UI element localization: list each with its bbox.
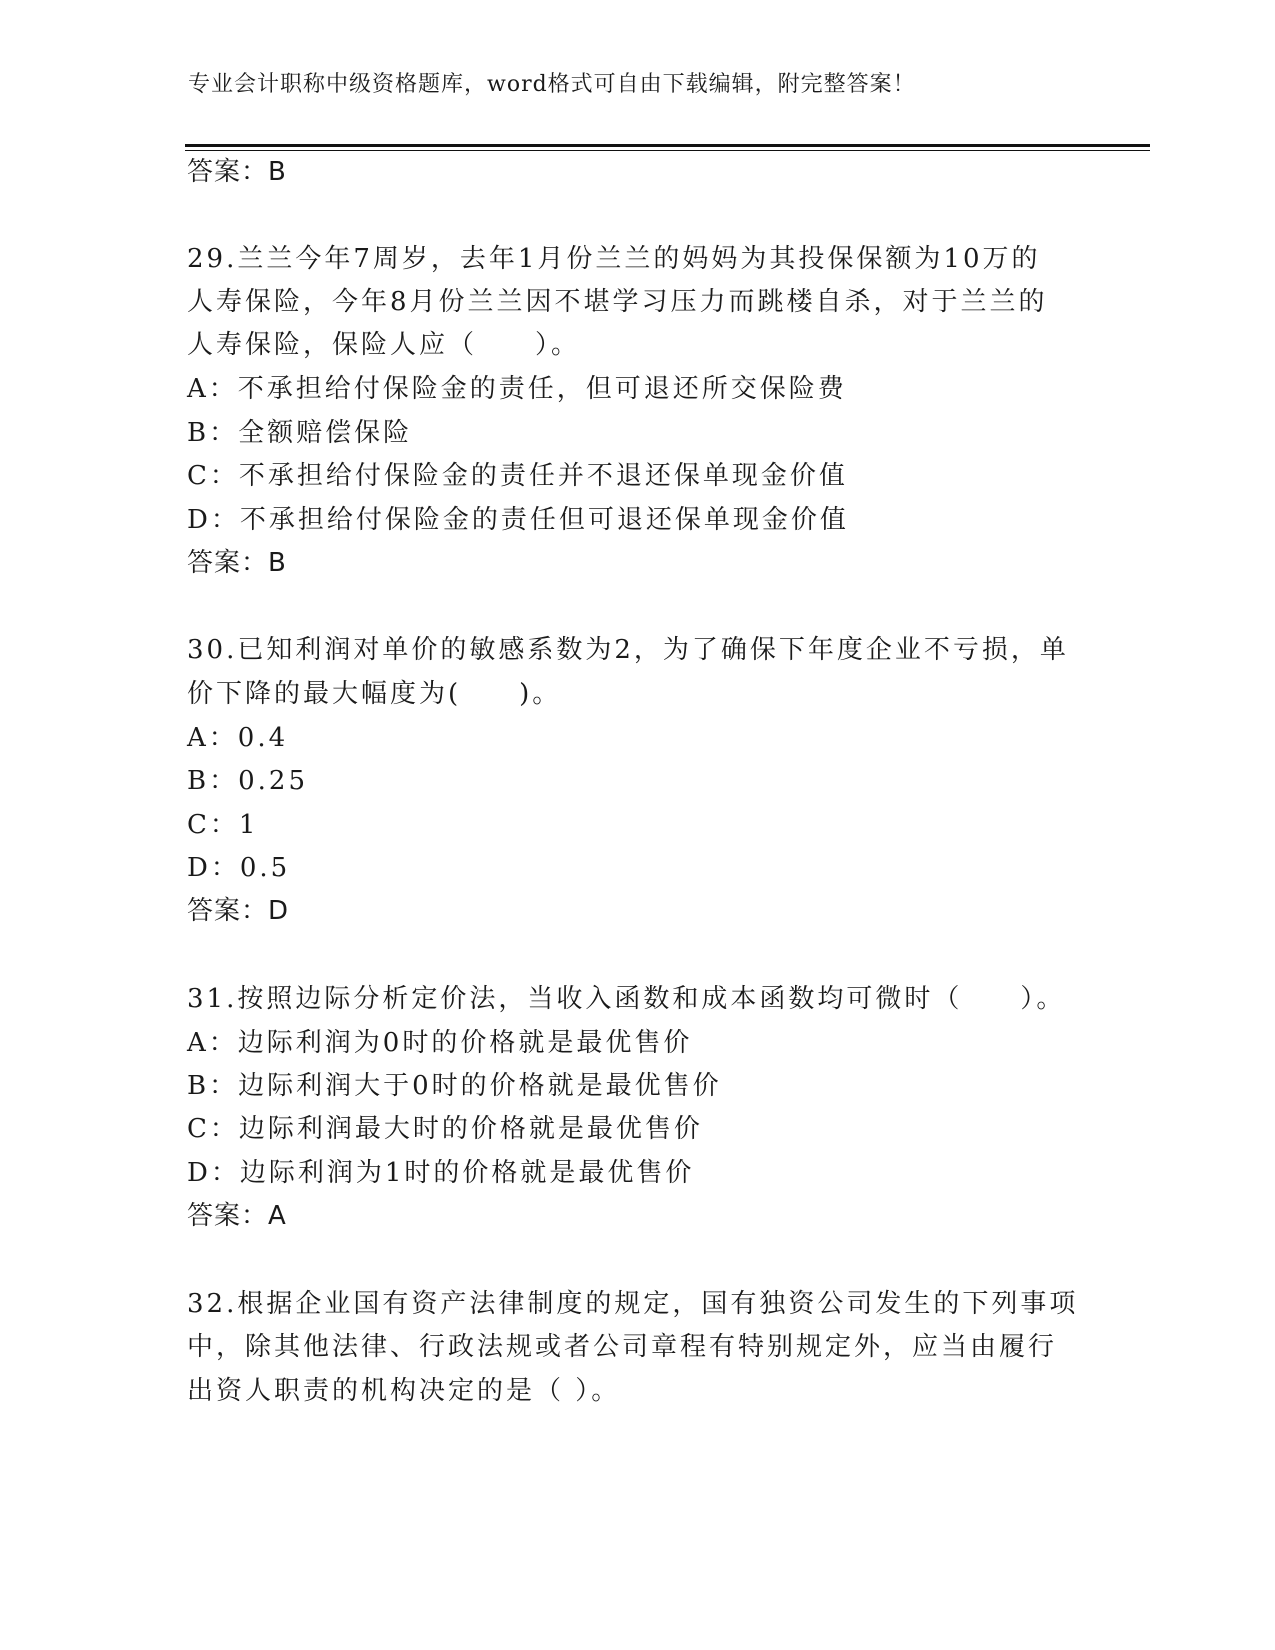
q30-stem-line-1: 30.已知利润对单价的敏感系数为2，为了确保下年度企业不亏损，单 — [187, 635, 1069, 665]
q32-stem-line-1: 32.根据企业国有资产法律制度的规定，国有独资公司发生的下列事项 — [187, 1289, 1079, 1319]
q30-stem-line-2: 价下降的最大幅度为( )。 — [187, 679, 562, 709]
q29-stem-line-2: 人寿保险，今年8月份兰兰因不堪学习压力而跳楼自杀，对于兰兰的 — [187, 287, 1048, 317]
q29-option-b: B：全额赔偿保险 — [187, 418, 413, 448]
q30-option-d: D：0.5 — [187, 853, 291, 883]
q31-option-b: B：边际利润大于0时的价格就是最优售价 — [187, 1071, 722, 1101]
page-header: 专业会计职称中级资格题库，word格式可自由下载编辑，附完整答案！ — [188, 72, 916, 97]
q29-option-d: D：不承担给付保险金的责任但可退还保单现金价值 — [187, 505, 849, 535]
header-rule-thin — [185, 150, 1150, 151]
q31-answer: 答案：A — [187, 1201, 287, 1231]
q31-option-c: C：边际利润最大时的价格就是最优售价 — [187, 1114, 703, 1144]
q31-option-d: D：边际利润为1时的价格就是最优售价 — [187, 1158, 695, 1188]
header-rule-thick — [185, 144, 1150, 147]
answer-28: 答案：B — [187, 157, 287, 187]
q30-option-a: A：0.4 — [187, 723, 289, 753]
q29-stem-line-3: 人寿保险，保险人应（ ）。 — [187, 330, 581, 360]
q30-option-b: B：0.25 — [187, 766, 308, 796]
q30-option-c: C：1 — [187, 810, 259, 840]
q32-stem-line-3: 出资人职责的机构决定的是（ ）。 — [187, 1376, 621, 1406]
q29-stem-line-1: 29.兰兰今年7周岁，去年1月份兰兰的妈妈为其投保保额为10万的 — [187, 244, 1041, 274]
q29-answer: 答案：B — [187, 548, 287, 578]
q29-option-a: A：不承担给付保险金的责任，但可退还所交保险费 — [187, 374, 847, 404]
q29-option-c: C：不承担给付保险金的责任并不退还保单现金价值 — [187, 461, 848, 491]
q31-option-a: A：边际利润为0时的价格就是最优售价 — [187, 1028, 693, 1058]
q32-stem-line-2: 中，除其他法律、行政法规或者公司章程有特别规定外，应当由履行 — [187, 1332, 1058, 1362]
q31-stem-line-1: 31.按照边际分析定价法，当收入函数和成本函数均可微时（ ）。 — [187, 984, 1066, 1014]
q30-answer: 答案：D — [187, 896, 290, 926]
